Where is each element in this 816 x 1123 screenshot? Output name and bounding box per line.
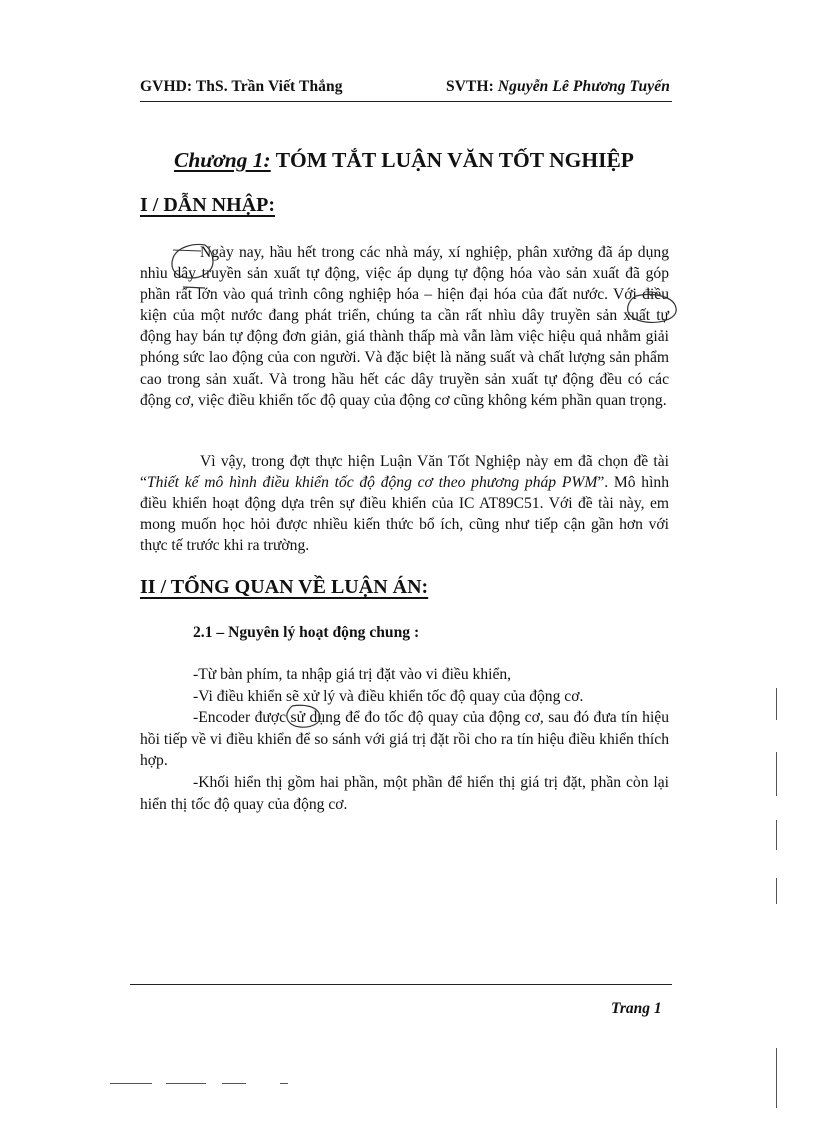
scan-margin-mark (166, 1083, 206, 1084)
footer-rule (130, 984, 672, 985)
intro-paragraph-2 (140, 451, 669, 556)
header-student-name: Nguyễn Lê Phương Tuyến (497, 78, 670, 95)
scan-margin-mark (776, 1048, 777, 1108)
page-number: Trang 1 (611, 1000, 662, 1017)
intro-paragraph-1-text: Ngày nay, hầu hết trong các nhà máy, xí nghiệp, phân xưởng đã áp dụng nhìu dây truyền sản xuất tự động, việc áp dụng tự động hóa vào sản xuất đã góp phần rất lớn vào quá trình công nghiệp hóa – hiện đại hóa của đất nước. Với điều kiện của một nước đang phát triển, chúng ta cần rất nhìu dây truyền sản xuất tự động hay bán tự động đơn giản, giá thành thấp mà vẫn làm việc hiệu quả nhằm giải phóng sức lao động của con người. Và đặc biệt là năng suất và chất lượng sản phẩm cao trong sản xuất. Và trong hầu hết các dây truyền sản xuất tự động đều có các động cơ, việc điều khiển tốc độ quay của động cơ cũng không kém phần quan trọng. (140, 244, 669, 409)
chapter-label: Chương 1: (174, 148, 271, 172)
subsection-heading: 2.1 – Nguyên lý hoạt động chung : (193, 624, 420, 641)
header-rule (140, 101, 672, 102)
scan-margin-mark (776, 752, 777, 796)
chapter-title-text: TÓM TẮT LUẬN VĂN TỐT NGHIỆP (270, 148, 634, 172)
scan-margin-mark (776, 820, 777, 850)
principle-item: -Vi điều khiển sẽ xử lý và điều khiển tốc độ quay của động cơ. (193, 687, 584, 705)
header-supervisor: GVHD: ThS. Trần Viết Thắng (140, 78, 343, 95)
chapter-title (174, 148, 634, 173)
scan-margin-mark (222, 1083, 246, 1084)
section-heading-overview: II / TỔNG QUAN VỀ LUẬN ÁN: (140, 576, 429, 598)
intro-paragraph-2-text (140, 451, 669, 556)
intro-paragraph-1 (140, 242, 669, 411)
principle-list (140, 664, 669, 815)
principle-item: -Encoder được sử dụng để đo tốc độ quay của động cơ, sau đó đưa tín hiệu hồi tiếp về vi điều khiển để so sánh với giá trị đặt rồi cho ra tín hiệu điều khiển thích hợp. (140, 709, 669, 770)
principle-item: -Từ bàn phím, ta nhập giá trị đặt vào vi điều khiển, (193, 666, 512, 683)
scan-margin-mark (776, 688, 777, 720)
header-student (446, 78, 670, 96)
scan-margin-mark (110, 1083, 152, 1084)
intro-p2-start: Vì vậy, trong đợt thực hiện Luận Văn Tốt Nghiệp này em đã chọn đề tài “ (140, 453, 669, 492)
section-heading-intro: I / DẪN NHẬP: (140, 194, 275, 216)
intro-p2-end: ”. Mô hình điều khiển hoạt động dựa trên sự điều khiển của IC AT89C51. Với đề tài này, em mong muốn học hỏi được nhiều kiến thức bổ ích, cũng như tiếp cận gần hơn với thực tế trước khi ra trường. (140, 474, 669, 555)
header-student-label: SVTH: (446, 78, 498, 95)
thesis-topic: Thiết kế mô hình điều khiển tốc độ động cơ theo phương pháp PWM (146, 474, 598, 492)
scan-margin-mark (280, 1083, 288, 1084)
principle-item: -Khối hiển thị gồm hai phần, một phần để hiển thị giá trị đặt, phần còn lại hiển thị tốc độ quay của động cơ. (140, 773, 669, 813)
scan-margin-mark (776, 878, 777, 904)
